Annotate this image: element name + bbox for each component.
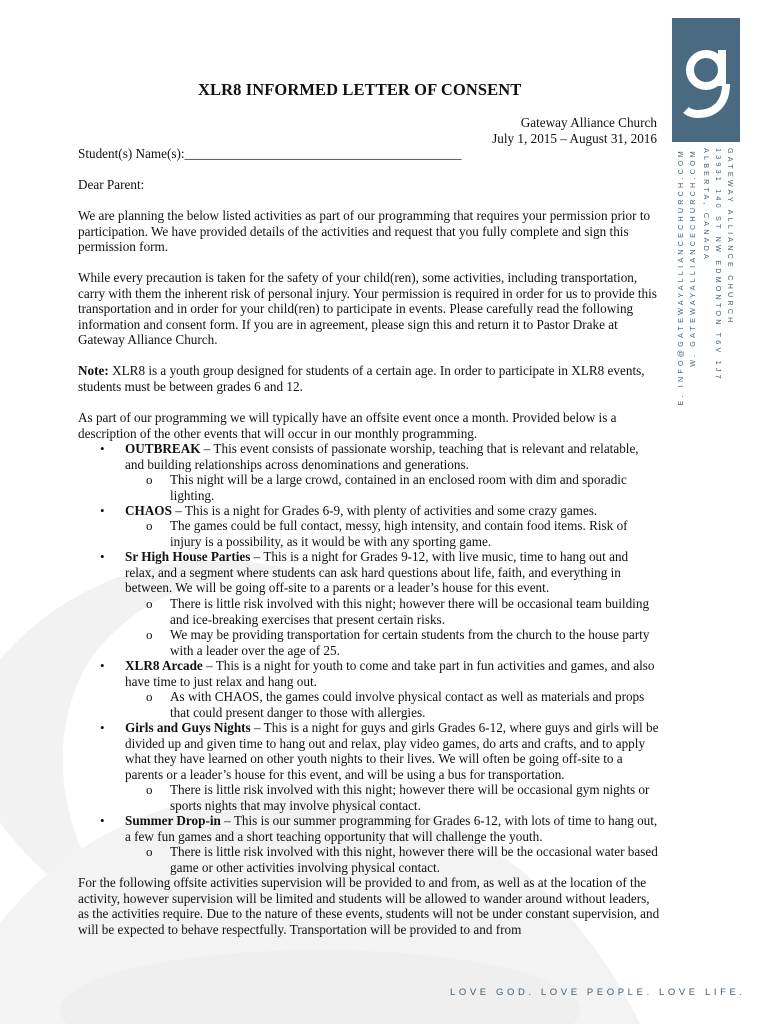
sub-list-item: There is little risk involved with this night; however there will be occasional gym nights or sports nights that may involve physical contact.	[170, 782, 650, 813]
sidebar-address: 13931 140 ST NW EDMONTON T6V 1J7	[714, 148, 723, 382]
church-logo-block	[672, 18, 740, 142]
event-name: Girls and Guys Nights	[125, 720, 251, 735]
paragraph-intro: We are planning the below listed activities as part of our programming that requires your permission prior to participation. We have provided details of the activities and request that you fully complete and sign this permission form.	[78, 208, 651, 255]
date-range: July 1, 2015 – August 31, 2016	[492, 131, 657, 146]
list-item	[125, 549, 660, 596]
bullet-icon: •	[100, 658, 105, 673]
sub-bullet-icon: o	[146, 596, 153, 611]
sub-bullet-icon: o	[146, 782, 153, 797]
sub-list-item: There is little risk involved with this night, however there will be the occasional water based game or other activities involving physical contact.	[170, 844, 658, 875]
event-name: Sr High House Parties	[125, 549, 251, 564]
event-name: CHAOS	[125, 503, 172, 518]
student-name-label: Student(s) Name(s):	[78, 146, 185, 161]
list-item	[125, 503, 660, 519]
student-name-blank: __________________________________________	[184, 146, 462, 161]
footer-tagline: LOVE GOD. LOVE PEOPLE. LOVE LIFE.	[450, 987, 746, 998]
paragraph-programming: As part of our programming we will typically have an offsite event once a month. Provided below is a description of the other events that will occur in our monthly programming.	[78, 410, 617, 441]
sub-bullet-icon: o	[146, 689, 153, 704]
list-item	[125, 720, 660, 782]
event-description: – This is a night for guys and girls Grades 6-12, where guys and girls will be divided up and given time to hang out and relax, play video games, do arts and crafts, and to apply what they have learned on other youth nights to their lives. We will often be going off-site to a parents or a leader’s house for this event, and will be using a bus for transportation.	[125, 720, 659, 782]
note-label: Note:	[78, 363, 109, 378]
sub-list-item: The games could be full contact, messy, high intensity, and contain food items. Risk of injury is a possibility, as it would be with any sporting game.	[170, 518, 628, 549]
sub-list-item: There is little risk involved with this night; however there will be occasional team building and ice-breaking exercises that present certain risks.	[170, 596, 650, 627]
bullet-icon: •	[100, 813, 105, 828]
student-name-line	[78, 146, 660, 162]
event-name: XLR8 Arcade	[125, 658, 203, 673]
sub-list-item: As with CHAOS, the games could involve physical contact as well as materials and props that could present danger to those with allergies.	[170, 689, 645, 720]
event-description: – This is our summer programming for Grades 6-12, with lots of time to hang out, a few fun games and a short teaching opportunity that will challenge the youth.	[125, 813, 658, 844]
event-name: Summer Drop-in	[125, 813, 221, 828]
event-description: – This event consists of passionate worship, teaching that is relevant and relatable, and building relationships across denominations and generations.	[125, 441, 639, 472]
bullet-icon: •	[100, 441, 105, 456]
sub-bullet-icon: o	[146, 518, 153, 533]
event-description: – This is a night for youth to come and take part in fun activities and games, and also have time to just relax and hang out.	[125, 658, 655, 689]
sub-bullet-icon: o	[146, 472, 153, 487]
sidebar-website: W. GATEWAYALLIANCECHURCH.COM	[688, 148, 697, 367]
list-item	[125, 658, 660, 689]
event-description: – This is a night for Grades 6-9, with plenty of activities and some crazy games.	[171, 503, 598, 518]
paragraph-risk: While every precaution is taken for the safety of your child(ren), some activities, including transportation, carry with them the inherent risk of personal injury. Your permission is required in order for us to provide this transportation and in order for your child(ren) to participate in events. Please carefully read the following information and consent form. If you are in agreement, please sign this and return it to Pastor Drake at Gateway Alliance Church.	[78, 270, 657, 348]
bullet-icon: •	[100, 549, 105, 564]
sub-list-item: This night will be a large crowd, contained in an enclosed room with dim and sporadic lighting.	[170, 472, 627, 503]
salutation: Dear Parent:	[78, 177, 145, 192]
bullet-icon: •	[100, 720, 105, 735]
event-name: OUTBREAK	[125, 441, 201, 456]
note-text: XLR8 is a youth group designed for students of a certain age. In order to participate in XLR8 events, students must be between grades 6 and 12.	[78, 363, 645, 394]
sidebar-church-name: GATEWAY ALLIANCE CHURCH	[726, 148, 735, 326]
page-title: XLR8 INFORMED LETTER OF CONSENT	[198, 80, 522, 99]
g-logo-icon	[680, 40, 732, 124]
list-item	[125, 813, 660, 844]
sub-list-item: We may be providing transportation for certain students from the church to the house party with a leader over the age of 25.	[170, 627, 650, 658]
church-name: Gateway Alliance Church	[520, 115, 657, 130]
paragraph-note	[78, 363, 660, 394]
sub-bullet-icon: o	[146, 627, 153, 642]
bullet-icon: •	[100, 503, 105, 518]
event-description: – This is a night for Grades 9-12, with live music, time to hang out and relax, and a segment where students can ask hard questions about life, faith, and everything in between. We will be going off-site to a parents or a leader’s house for this event.	[125, 549, 629, 596]
paragraph-supervision: For the following offsite activities supervision will be provided to and from, as well as at the location of the activity, however supervision will be limited and students will be allowed to wander around without leaders, as the activities require. Due to the nature of these events, students will not be under constant supervision, and will be expected to behave respectfully. Transportation will be provided to and from	[78, 875, 660, 937]
list-item	[125, 441, 660, 472]
sub-bullet-icon: o	[146, 844, 153, 859]
sidebar-region: ALBERTA, CANADA	[702, 148, 711, 263]
sidebar-email: E. INFO@GATEWAYALLIANCECHURCH.COM	[676, 148, 685, 406]
